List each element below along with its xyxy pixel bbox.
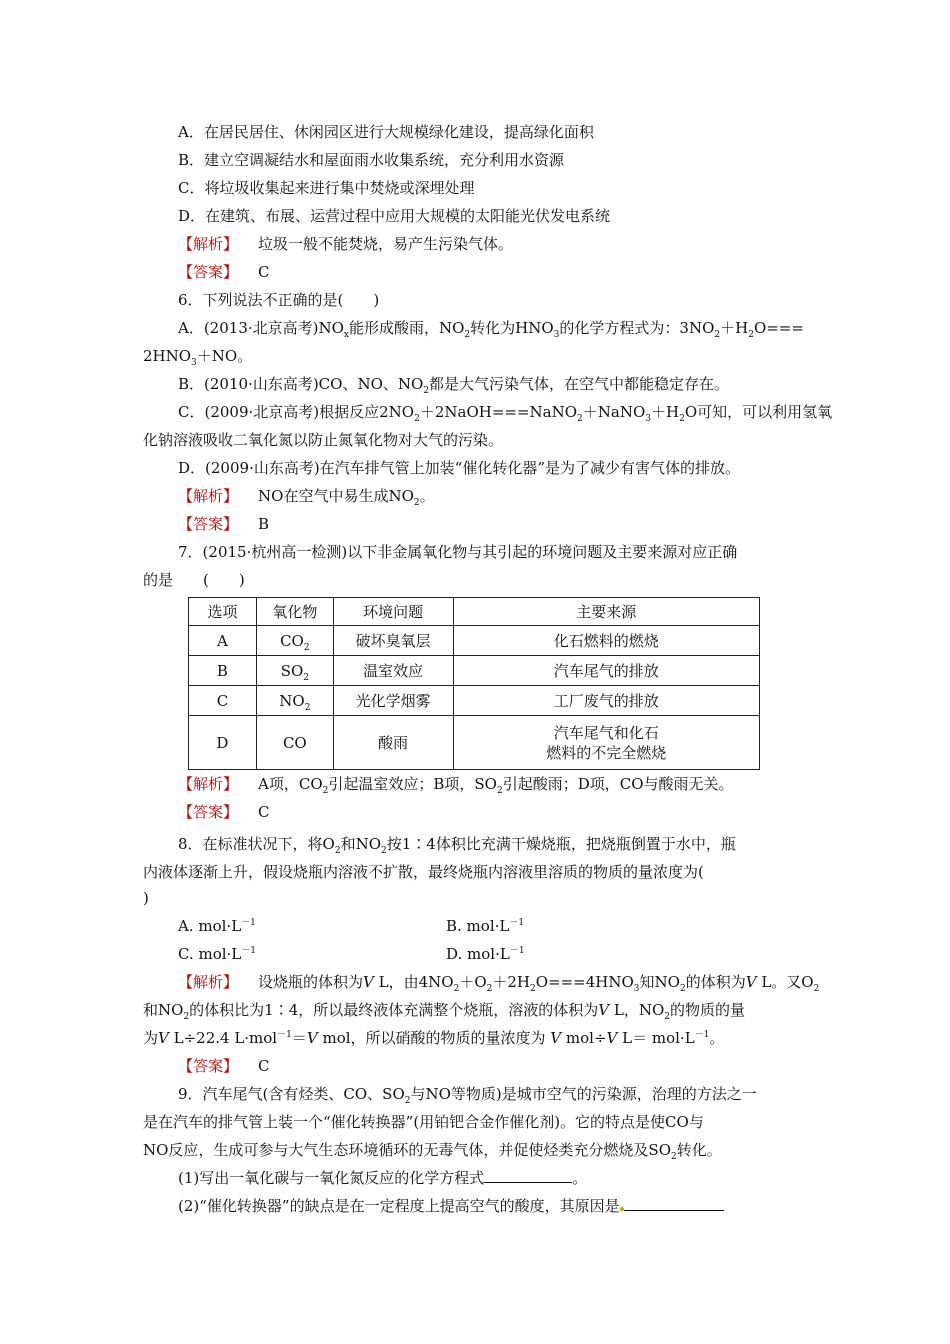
q5-option-a: A．在居民居住、休闲园区进行大规模绿化建设，提高绿化面积 [178, 123, 594, 141]
q6-option-c-cont: 化钠溶液吸收二氧化氮以防止氮氧化物对大气的污染。 [143, 431, 504, 449]
header-option: 选项 [189, 598, 257, 626]
table-header-row [189, 598, 760, 626]
analysis-label: 【解析】 [178, 487, 239, 505]
q6-analysis: 【解析】 NO在空气中易生成$NO_2$。 [178, 487, 435, 508]
q6-option-c: C．(2009·北京高考)根据反应$2NO_2+2NaOH===NaNO_2+NaNO_3+H_2O$可知，可以利用氢氧 [178, 403, 833, 424]
header-problem: 环境问题 [333, 598, 453, 626]
q8-analysis: 【解析】 设烧瓶的体积为V L，由$4NO_2+O_2+2H_2O===4HNO_3$知$NO_2$的体积为V L。又$O_2$ [178, 973, 820, 994]
answer-label: 【答案】 [178, 803, 239, 821]
header-oxide: 氧化物 [256, 598, 333, 626]
analysis-label: 【解析】 [178, 775, 239, 793]
q9-stem: 9．汽车尾气(含有烃类、CO、$SO_2$与NO等物质)是城市空气的污染源，治理的方法之一 [178, 1085, 757, 1106]
table-row: B $SO_2$ 温室效应 汽车尾气的排放 [189, 656, 760, 686]
answer-blank [624, 1196, 724, 1211]
q6-stem: 6．下列说法不正确的是( ) [178, 291, 380, 309]
table-row: A $CO_2$ 破坏臭氧层 化石燃料的燃烧 [189, 626, 760, 656]
q7-answer: 【答案】 C [178, 803, 270, 821]
q8-stem: 8．在标准状况下，将$O_2$和$NO_2$按1∶4体积比充满干燥烧瓶，把烧瓶倒置于水中，瓶 [178, 835, 736, 856]
q6-option-a: A．(2013·北京高考)$NO_x$能形成酸雨，$NO_2$转化为$HNO_3$的化学方程式为：$3NO_2+H_2O===$ [178, 319, 804, 340]
q9-stem-cont: 是在汽车的排气管上装一个“催化转换器”(用铂钯合金作催化剂)。它的特点是使CO与 [143, 1113, 704, 1131]
q5-option-b: B．建立空调凝结水和屋面雨水收集系统，充分利用水资源 [178, 151, 565, 169]
q8-stem-cont2: ) [143, 889, 149, 907]
answer-text: C [258, 263, 270, 281]
answer-blank [484, 1168, 572, 1183]
q7-analysis: 【解析】 A项，$CO_2$引起温室效应；B项，$SO_2$引起酸雨；D项，CO与酸雨无关。 [178, 775, 734, 796]
q8-option-b: B. $mol\cdot L^{-1}$ [446, 917, 525, 935]
analysis-label: 【解析】 [178, 235, 239, 253]
answer-label: 【答案】 [178, 263, 239, 281]
q8-analysis-cont2: 为V L÷22.4 L·mol$^{-1}$＝V mol，所以硝酸的物质的量浓度为 V mol÷V $L= mol\cdot L^{-1}$。 [143, 1029, 725, 1047]
q8-option-c: C. $mol\cdot L^{-1}$ [178, 945, 256, 963]
analysis-text: 垃圾一般不能焚烧，易产生污染气体。 [258, 235, 514, 253]
q6-option-a-cont: $2HNO_3+NO$。 [143, 347, 253, 368]
q5-analysis [178, 234, 513, 254]
q5-answer [178, 262, 270, 282]
table-row: D CO 酸雨 汽车尾气和化石 燃料的不完全燃烧 [189, 716, 760, 770]
q8-analysis-cont: 和$NO_2$的体积比为1∶4，所以最终液体充满整个烧瓶，溶液的体积为V L，$NO_2$的物质的量 [143, 1001, 746, 1022]
analysis-label: 【解析】 [178, 973, 239, 991]
q8-answer: 【答案】 C [178, 1057, 270, 1075]
answer-label: 【答案】 [178, 1057, 239, 1075]
table-row: C $NO_2$ 光化学烟雾 工厂废气的排放 [189, 686, 760, 716]
q9-part-2: (2)“催化转换器”的缺点是在一定程度上提高空气的酸度，其原因是 [178, 1196, 724, 1216]
q9-part-1: (1)写出一氧化碳与一氧化氮反应的化学方程式 。 [178, 1169, 588, 1187]
q6-option-d: D．(2009·山东高考)在汽车排气管上加装“催化转化器”是为了减少有害气体的排放。 [178, 459, 741, 477]
q5-option-d: D．在建筑、布展、运营过程中应用大规模的太阳能光伏发电系统 [178, 207, 611, 225]
q7-table [188, 597, 760, 770]
q7-stem-cont: 的是 ( ) [143, 571, 245, 589]
q8-option-d: D. $mol\cdot L^{-1}$ [446, 945, 525, 963]
q8-option-a: A. $mol\cdot L^{-1}$ [178, 917, 256, 935]
q7-stem: 7．(2015·杭州高一检测)以下非金属氧化物与其引起的环境问题及主要来源对应正确 [178, 543, 738, 561]
header-source: 主要来源 [453, 598, 759, 626]
q9-stem-cont2: NO反应，生成可参与大气生态环境循环的无毒气体，并促使烃类充分燃烧及$SO_2$转化。 [143, 1141, 722, 1162]
q6-answer: 【答案】 B [178, 515, 270, 533]
q8-stem-cont: 内液体逐渐上升，假设烧瓶内溶液不扩散，最终烧瓶内溶液里溶质的物质的量浓度为( [143, 863, 704, 881]
q5-option-c: C．将垃圾收集起来进行集中焚烧或深埋处理 [178, 179, 475, 197]
q6-option-b: B．(2010·山东高考)CO、NO、$NO_2$都是大气污染气体，在空气中都能稳定存在。 [178, 375, 730, 396]
answer-label: 【答案】 [178, 515, 239, 533]
